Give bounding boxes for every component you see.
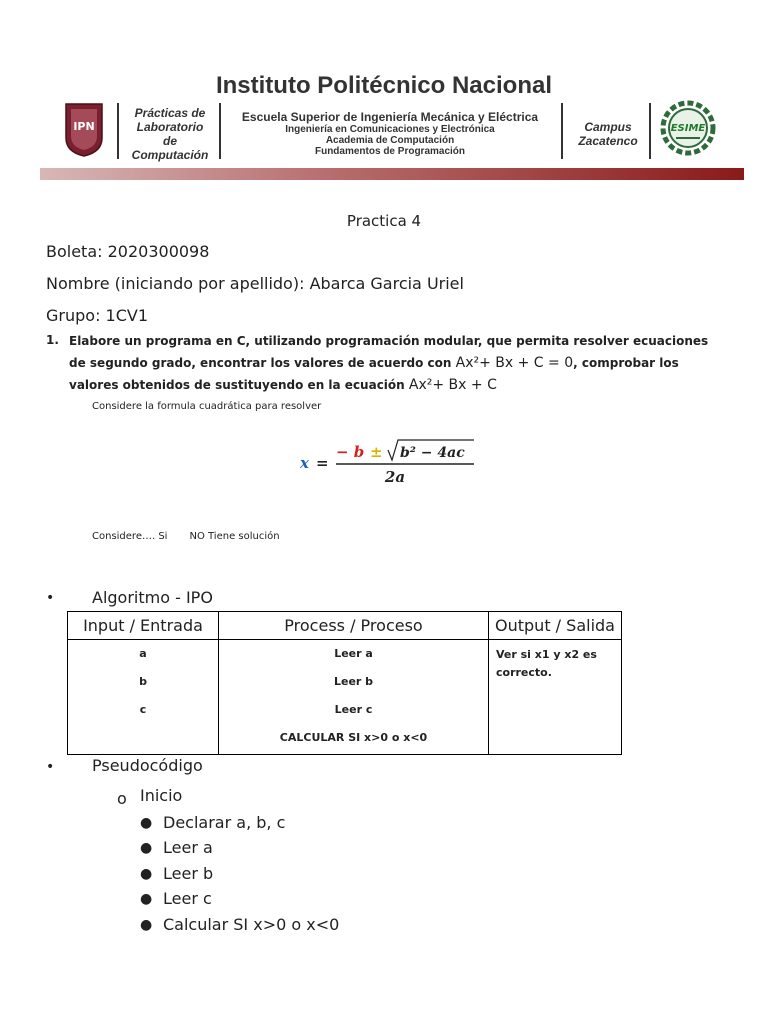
inicio-label: Inicio — [140, 786, 183, 805]
pseudocode-step: Leer a — [163, 838, 213, 857]
school-subline: Ingeniería en Comunicaciones y Electrónica — [285, 124, 495, 135]
practice-title: Practica 4 — [346, 212, 422, 230]
formula-x: x — [300, 454, 309, 472]
campus-line: Campus — [584, 120, 632, 134]
practicas-line: de — [162, 134, 177, 148]
formula-minus-b: − b — [336, 443, 365, 461]
process-item: Leer c — [334, 703, 373, 716]
quadratic-formula — [292, 424, 478, 510]
header-bar — [40, 168, 744, 180]
inicio-marker: o — [117, 789, 127, 808]
header-divider — [561, 103, 563, 159]
formula-denominator: 2a — [384, 468, 406, 486]
process-item: Leer a — [334, 647, 373, 660]
practicas-line: Computación — [131, 148, 209, 162]
ipn-logo-text: IPN — [73, 120, 95, 133]
pseudocode-step: Declarar a, b, c — [163, 813, 286, 832]
output-item: Ver si x1 y x2 es correcto. — [496, 648, 597, 679]
ipo-table — [67, 611, 622, 755]
solution-note — [92, 531, 280, 542]
campus-line: Zacatenco — [578, 134, 638, 148]
question-part: Elabore un programa en C, utilizando programación modular, que permita resolver ecuaciones de segundo grado, encontrar los valores de acuerdo con — [69, 334, 709, 370]
step-bullet: ● — [140, 891, 153, 907]
practicas-line: Laboratorio — [136, 120, 204, 134]
pseudocode-step: Calcular SI x>0 o x<0 — [163, 915, 340, 934]
input-item: c — [139, 703, 147, 716]
output-cell — [489, 640, 622, 755]
name-line: Nombre (iniciando por apellido): Abarca Garcia Uriel — [46, 274, 464, 293]
institute-title: Instituto Politécnico Nacional — [215, 72, 553, 99]
ipn-logo — [62, 100, 106, 158]
practicas-line: Prácticas de — [134, 106, 206, 120]
formula-equals: = — [316, 454, 329, 472]
campus-block — [564, 120, 652, 148]
bullet: • — [46, 590, 55, 606]
algorithm-heading: Algoritmo - IPO — [92, 588, 213, 607]
pseudocode-heading: Pseudocódigo — [92, 756, 203, 775]
input-item: b — [139, 675, 147, 688]
process-item: Leer b — [333, 675, 374, 688]
step-bullet: ● — [140, 840, 153, 856]
boleta-line: Boleta: 2020300098 — [46, 242, 210, 261]
group-line: Grupo: 1CV1 — [46, 306, 149, 325]
esime-logo-text: ESIME — [670, 123, 706, 134]
input-item: a — [139, 647, 147, 660]
equation: Ax²+ Bx + C = 0 — [455, 355, 574, 371]
step-bullet: ● — [140, 866, 153, 882]
question-text — [69, 330, 719, 396]
step-bullet: ● — [140, 917, 153, 933]
question-part: , comprobar los valores obtenidos de sustituyendo en la ecuación — [69, 356, 679, 392]
pseudocode-step: Leer c — [163, 889, 212, 908]
step-bullet: ● — [140, 815, 153, 831]
input-header: Input / Entrada — [68, 612, 219, 640]
formula-plus-minus: ± — [370, 443, 383, 461]
pseudocode-step: Leer b — [163, 864, 214, 883]
practicas-block — [120, 106, 220, 162]
school-subline: Fundamentos de Programación — [314, 146, 466, 157]
process-item: CALCULAR SI x>0 o x<0 — [279, 731, 428, 744]
input-cell — [68, 640, 219, 755]
school-subline: Academia de Computación — [325, 135, 455, 146]
formula-radicand: b² − 4ac — [400, 445, 465, 461]
header-divider — [219, 103, 221, 159]
process-header: Process / Proceso — [219, 612, 489, 640]
question-number: 1. — [46, 333, 59, 347]
esime-logo — [660, 100, 716, 156]
solution-condition: Considere…. Si — [92, 531, 168, 542]
table-header-row — [68, 612, 622, 640]
header-divider — [649, 103, 651, 159]
table-row — [68, 640, 622, 755]
school-block — [222, 110, 558, 157]
output-header: Output / Salida — [489, 612, 622, 640]
no-solution-text: NO Tiene solución — [189, 531, 280, 542]
equation: Ax²+ Bx + C — [408, 377, 497, 393]
bullet: • — [46, 759, 55, 775]
process-cell — [219, 640, 489, 755]
school-name: Escuela Superior de Ingeniería Mecánica y Eléctrica — [241, 110, 539, 124]
header-divider — [117, 103, 119, 159]
formula-instruction: Considere la formula cuadrática para resolver — [92, 401, 322, 412]
